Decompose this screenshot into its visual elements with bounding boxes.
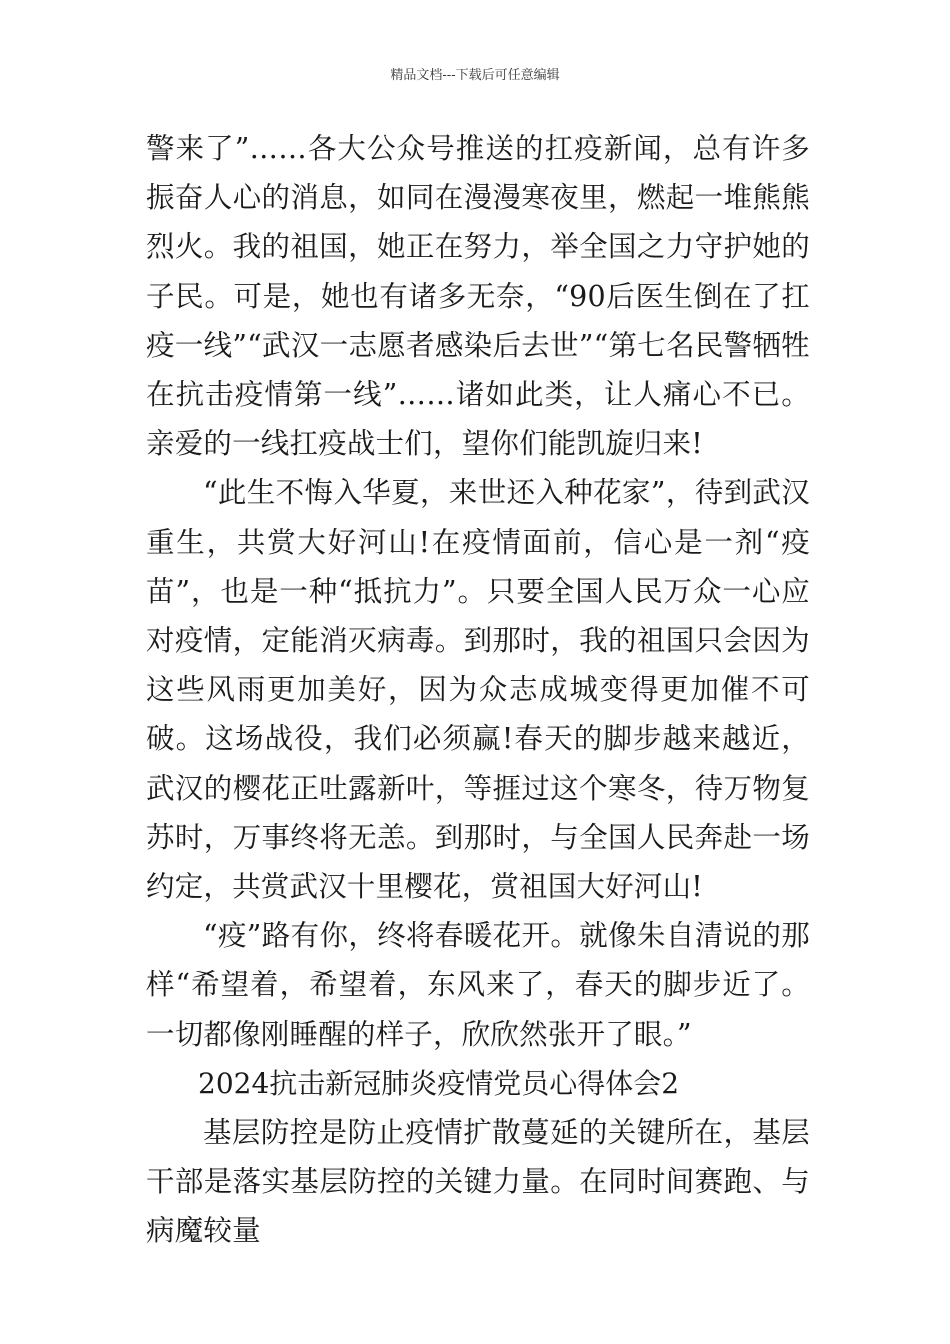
paragraph-4: 基层防控是防止疫情扩散蔓延的关键所在，基层干部是落实基层防控的关键力量。在同时间赛跑、与病魔较量 bbox=[146, 1116, 810, 1248]
paragraph-3: “疫”路有你，终将春暖花开。就像朱自清说的那样“希望着，希望着，东风来了，春天的脚步近了。一切都像刚睡醒的样子，欣欣然张开了眼。” bbox=[146, 919, 810, 1051]
document-body bbox=[146, 124, 810, 1256]
page-header: 精品文档---下载后可任意编辑 bbox=[390, 68, 560, 83]
paragraph-2: “此生不悔入华夏，来世还入种花家”，待到武汉重生，共赏大好河山!在疫情面前，信心是一剂“疫苗”，也是一种“抵抗力”。只要全国人民万众一心应对疫情，定能消灭病毒。到那时，我的祖国只会因为这些风雨更加美好，因为众志成城变得更加催不可破。这场战役，我们必须赢!春天的脚步越来越近，武汉的樱花正吐露新叶，等捱过这个寒冬，待万物复苏时，万事终将无恙。到那时，与全国人民奔赴一场约定，共赏武汉十里樱花，赏祖国大好河山! bbox=[146, 476, 810, 904]
paragraph-1: 警来了”……各大公众号推送的扛疫新闻，总有许多振奋人心的消息，如同在漫漫寒夜里，燃起一堆熊熊烈火。我的祖国，她正在努力，举全国之力守护她的子民。可是，她也有诸多无奈，“90后医生倒在了扛疫一线”“武汉一志愿者感染后去世”“第七名民警牺牲在抗击疫情第一线”……诸如此类，让人痛心不已。亲爱的一线扛疫战士们，望你们能凯旋归来! bbox=[146, 132, 810, 461]
section-title: 2024抗击新冠肺炎疫情党员心得体会2 bbox=[198, 1066, 680, 1100]
